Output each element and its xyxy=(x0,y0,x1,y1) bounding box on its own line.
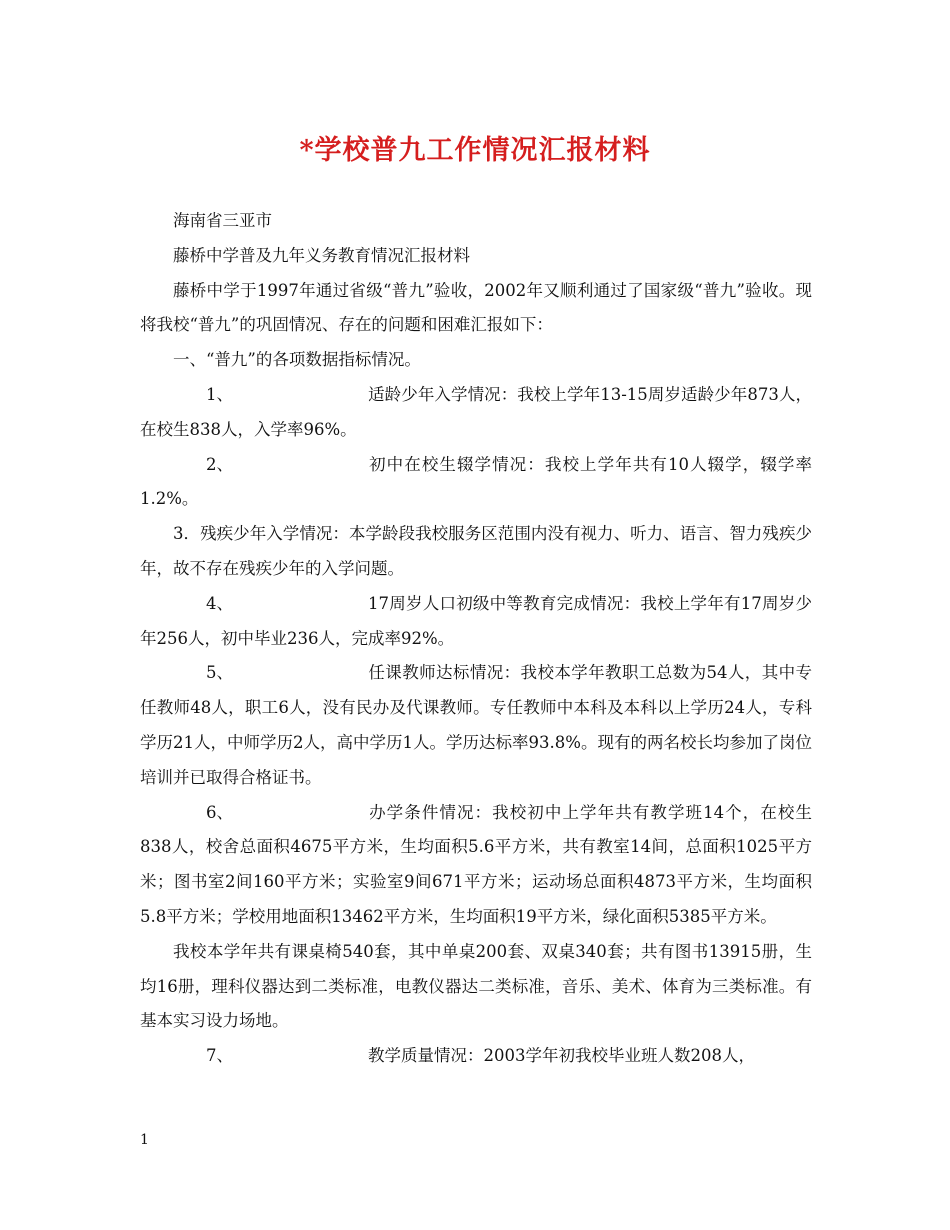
page-number: 1 xyxy=(140,1132,149,1148)
item-7 xyxy=(140,1039,812,1074)
report-subtitle: 藤桥中学普及九年义务教育情况汇报材料 xyxy=(173,245,470,265)
item-6 xyxy=(140,796,812,935)
item-4 xyxy=(140,587,812,657)
item-1 xyxy=(140,378,812,448)
item-label: 5、 xyxy=(206,663,233,683)
item-label: 2、 xyxy=(206,454,233,474)
item-3 xyxy=(140,517,812,587)
item-2 xyxy=(140,448,812,518)
item-label: 6、 xyxy=(206,802,233,822)
item-6-continued xyxy=(140,935,812,1039)
document-title: *学校普九工作情况汇报材料 xyxy=(299,135,651,166)
location-line: 海南省三亚市 xyxy=(173,211,272,230)
item-text: 任课教师达标情况：我校本学年教职工总数为54人，其中专任教师48人，职工6人，没有民办及代课教师。专任教师中本科及本科以上学历24人，专科学历21人，中师学历2人，高中学历1人。学历达标率93.8%。现有的两名校长均参加了岗位培训并已取得合格证书。 xyxy=(140,663,812,787)
item-text: 办学条件情况：我校初中上学年共有教学班14个，在校生838人，校舍总面积4675平方米，生均面积5.6平方米，共有教室14间，总面积1025平方米；图书室2间160平方米；实验室9间671平方米；运动场总面积4873平方米，生均面积5.8平方米；学校用地面积13462平方米，生均面积19平方米，绿化面积5385平方米。 xyxy=(140,802,812,926)
item-label: 4、 xyxy=(206,593,233,613)
item-text: 3．残疾少年入学情况：本学龄段我校服务区范围内没有视力、听力、语言、智力残疾少年，故不存在残疾少年的入学问题。 xyxy=(140,524,812,578)
item-text: 教学质量情况：2003学年初我校毕业班人数208人， xyxy=(368,1046,755,1066)
item-5 xyxy=(140,656,812,795)
item-label: 7、 xyxy=(206,1046,233,1066)
item-text: 我校本学年共有课桌椅540套，其中单桌200套、双桌340套；共有图书13915册，生均16册，理科仪器达到二类标准，电教仪器达二类标准，音乐、美术、体育为三类标准。有基本实习设力场地。 xyxy=(140,941,812,1031)
item-label: 1、 xyxy=(206,384,233,404)
item-text: 初中在校生辍学情况：我校上学年共有10人辍学，辍学率1.2%。 xyxy=(140,454,812,509)
document-body xyxy=(140,204,812,1074)
item-text: 适龄少年入学情况：我校上学年13-15周岁适龄少年873人，在校生838人，入学率96%。 xyxy=(140,384,812,439)
item-text: 17周岁人口初级中等教育完成情况：我校上学年有17周岁少年256人，初中毕业236人，完成率92%。 xyxy=(140,593,812,648)
intro-paragraph: 藤桥中学于1997年通过省级“普九”验收，2002年又顺利通过了国家级“普九”验收。现将我校“普九”的巩固情况、存在的问题和困难汇报如下： xyxy=(140,280,812,335)
section-heading: 一、“普九”的各项数据指标情况。 xyxy=(173,350,421,370)
